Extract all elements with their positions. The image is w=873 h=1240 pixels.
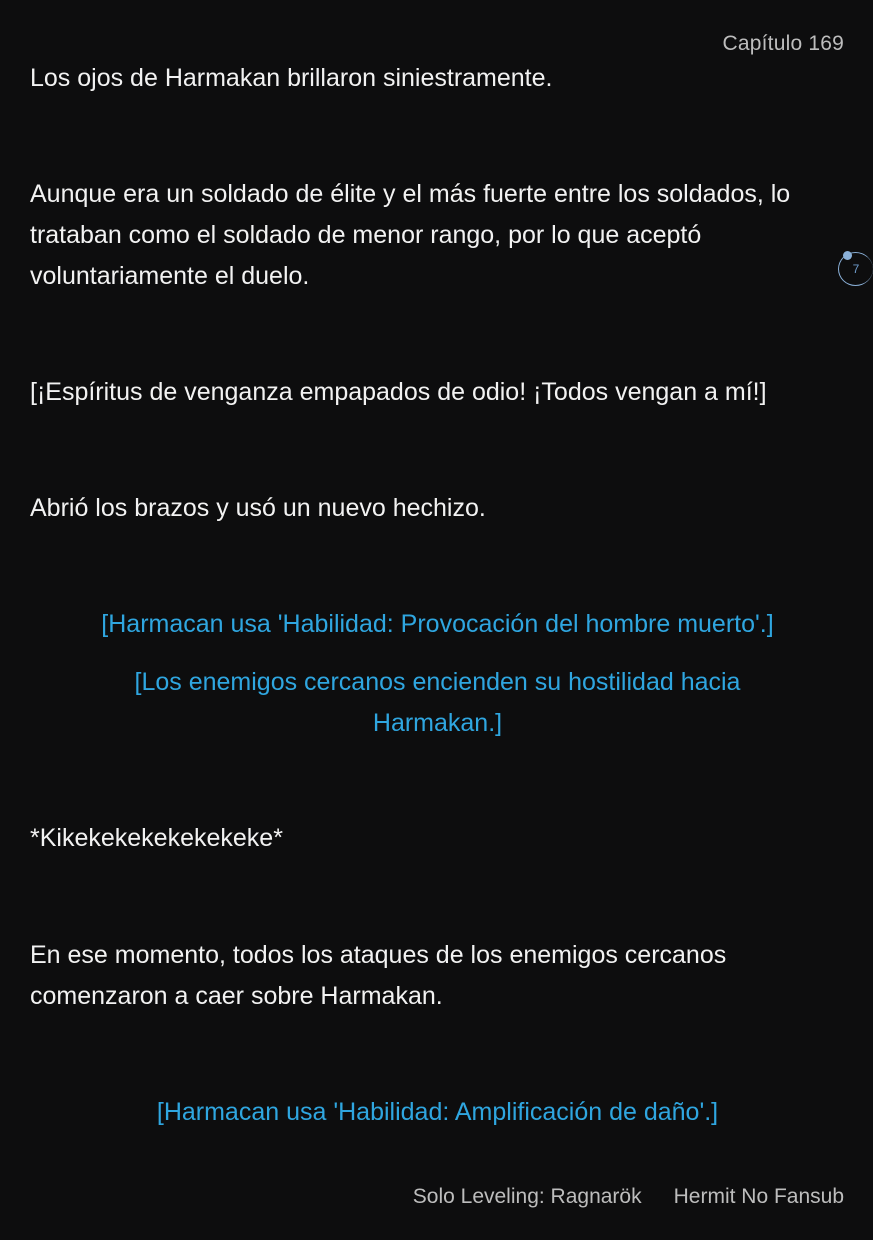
paragraph: Los ojos de Harmakan brillaron siniestramente. bbox=[30, 64, 553, 92]
system-message: [Harmacan usa 'Habilidad: Provocación del hombre muerto'.] bbox=[101, 610, 774, 638]
system-message: [Harmacan usa 'Habilidad: Amplificación de daño'.] bbox=[156, 1098, 719, 1126]
chapter-label: Capítulo 169 bbox=[722, 32, 844, 55]
system-message: [Los enemigos cercanos encienden su hostilidad hacia Harmakan.] bbox=[134, 668, 741, 737]
page-number: 7 bbox=[852, 262, 860, 276]
book-title: Solo Leveling: Ragnarök bbox=[412, 1185, 642, 1208]
page-indicator[interactable] bbox=[838, 252, 873, 286]
paragraph: *Kikekekekekekekeke* bbox=[30, 824, 283, 852]
indicator-dot-icon bbox=[843, 251, 852, 260]
translator-credit: Hermit No Fansub bbox=[673, 1185, 844, 1208]
paragraph: Aunque era un soldado de élite y el más fuerte entre los soldados, lo trataban como el soldado de menor rango, por lo que aceptó voluntariamente el duelo. bbox=[30, 180, 791, 290]
footer bbox=[413, 1185, 844, 1209]
paragraph: [¡Espíritus de venganza empapados de odio! ¡Todos vengan a mí!] bbox=[30, 378, 767, 406]
paragraph: En ese momento, todos los ataques de los enemigos cercanos comenzaron a caer sobre Harmakan. bbox=[30, 941, 727, 1010]
paragraph: Abrió los brazos y usó un nuevo hechizo. bbox=[30, 494, 486, 522]
